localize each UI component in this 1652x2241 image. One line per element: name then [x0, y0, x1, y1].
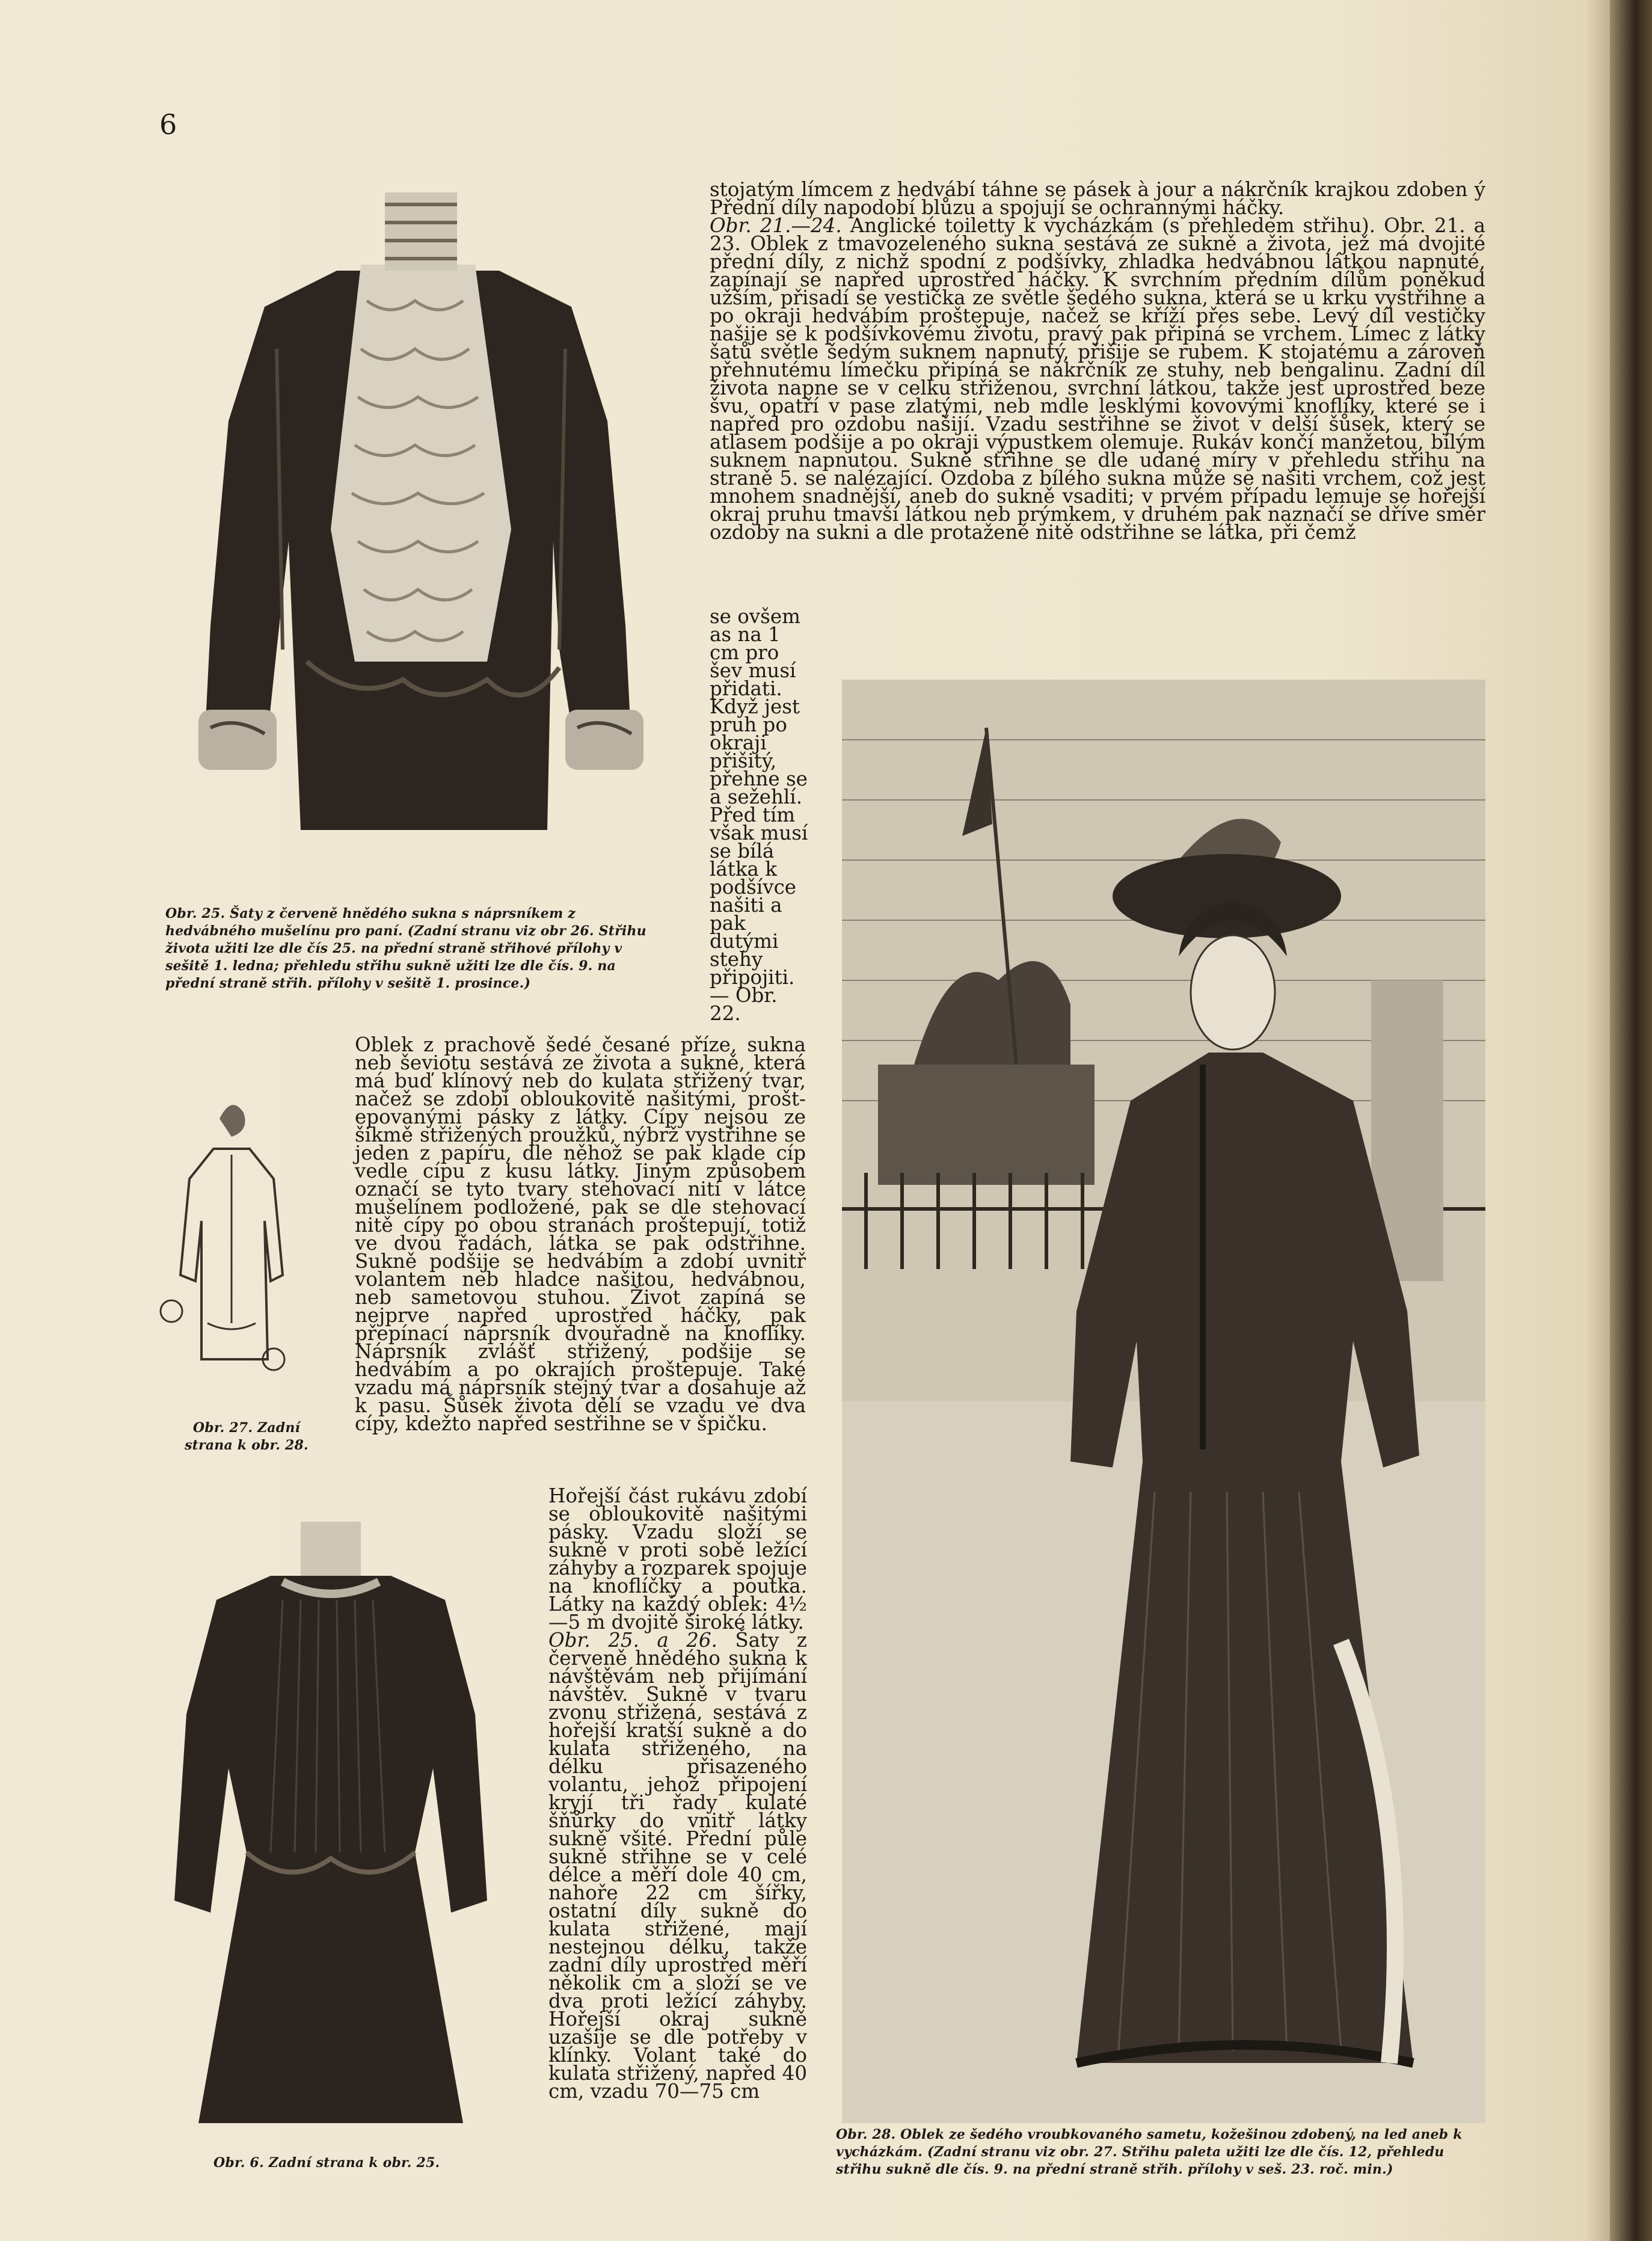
figure-back-sketch: [153, 1083, 298, 1395]
paragraph-21-24: Anglické toiletty k vycházkám (s přehledem střihu). Obr. 21. a 23. Oblek z tmavozeleného sukna sestává ze sukně a života, jež má dvojité přední díly, z nichž spodní z podšívky, zhladka hedvábnou látkou napnuté, zapínají se napřed uprostřed háčky. K svrchním předním dílům poněkud užším, přisadí se vestička ze světle šedého sukna, která se u krku vystřihne a po okraji hedvábím proštepuje, načež se kříží přes sebe. Levý díl vestičky našije se k podšívkovému životu, pravý pak připíná se vrchem. Límec z látky šatů světle šedým suknem napnutý, přišije se rubem. K stojatému a zároveň přehnutému límečku připíná se nákrčník ze stuhy, neb bengalinu. Zadní díl života napne se v celku střiženou, svrchní látkou, takže jest uprostřed beze švu, opatří v pase zlatými, neb mdle lesklými kovovými knoflíky, které se i napřed pro ozdobu našijí. Vzadu sestřihne se život v delší šůsek, který se atlasem podšije a po okraji výpustkem olemuje. Rukáv končí manžetou, bílým suknem napnutou. Sukně střihne se dle udané míry v přehledu střihu na straně 5. se nalézající. Ozdoba z bílého sukna může se našiti vrchem, což jest mnohem snadnější, aneb do sukně vsaditi; v prvém případu lemuje se hořejší okraj pruhu tmavší látkou neb prýmkem, v druhém pak naznačí se dříve směr ozdoby na sukni a dle protažené nitě odstřihne se látka, při čemž: [710, 214, 1485, 544]
page-number: 6: [159, 108, 177, 141]
text-lower-column: [548, 1484, 807, 2103]
caption-fig28: Obr. 28. Oblek ze šedého vroubkovaného sametu, kožešinou zdobený, na led aneb k vycházkám. (Zadní stranu viz obr. 27. Střihu paleta užiti lze dle čís. 12, přehledu střihu sukně dle čís. 9. na přední straně střih. přílohy v seš. 23. roč. min.): [836, 2127, 1463, 2177]
paragraph-heading-25-26: Obr. 25. a 26.: [548, 1629, 717, 1652]
figure-jacket-front: [186, 168, 656, 854]
paragraph-heading-21-24: Obr. 21.—24.: [710, 214, 842, 237]
caption-fig25: Obr. 25. Šaty z červeně hnědého sukna s náprsníkem z hedvábného mušelínu pro paní. (Zadní stranu viz obr 26. Střihu života užiti lze dle čís 25. na přední straně střihové přílohy v sešitě 1. ledna; přehledu střihu sukně užiti lze dle čís. 9. na přední straně střih. přílohy v sešitě 1. prosince.): [165, 906, 646, 991]
paragraph-sleeves: Hořejší část rukávu zdobí se obloukovitě našitými pásky. Vzadu složí se sukně v proti sobě ležící záhyby a rozparek spojuje na knoflíčky a poutka. Látky na každý oblek: 4½—5 m dvojitě široké látky.: [548, 1484, 807, 1634]
jacket-back-illustration: [162, 1516, 499, 2123]
fashion-plate-illustration: [842, 680, 1485, 2123]
back-sketch-illustration: [153, 1083, 298, 1395]
caption-fig27: Obr. 27. Zadní strana k obr. 28.: [185, 1420, 309, 1453]
text-middle-column: Oblek z prachově šedé česané příze, sukna neb ševiotu sestává ze života a sukně, která má buď klínový neb do kulata střižený tvar, načež se zdobí obloukovitě našitými, proštepovanými pásky z látky. Cípy nejsou ze šikmě střižených proužků, nýbrž vystřihne se jeden z papíru, dle něhož se pak klade cíp vedle cípu z kusu látky. Jiným způsobem označí se tyto tvary stehovací nití v látce mušelínem podložené, pak se dle stehovací nitě cípy po obou stranách proštepují, totiž ve dvou řadách, látka se pak odstřihne. Sukně podšije se hedvábím a zdobí uvnitř volantem neb hladce našitou, hedvábnou, neb sametovou stuhou. Život zapíná se nejprve napřed uprostřed háčky, pak přepínací náprsník dvouřadně na knoflíky. Náprsník zvlášť střižený, podšije se hedvábím a po okrajích proštepuje. Také vzadu má náprsník stejný tvar a dosahuje až k pasu. Šůsek života dělí se vzadu ve dva cípy, kdežto napřed sestřihne se v špičku.: [355, 1033, 806, 1435]
book-binding-edge: [1610, 0, 1652, 2241]
jacket-front-illustration: [186, 168, 656, 854]
text-narrow-column: se ovšem as na 1 cm pro šev musí přidati. Když jest pruh po okraji přišitý, přehne se a sežehlí. Před tím však musí se bílá látka k podšívce našiti a pak dutými stehy připojiti. — Obr. 22.: [710, 605, 808, 1025]
paragraph-intro: stojatým límcem z hedvábí táhne se pásek à jour a nákrčník krajkou zdoben ý Přední díly napodobí blůzu a spojují se ochrannými háčky.: [710, 178, 1485, 219]
paragraph-25-26: Šaty z červeně hnědého sukna k návštěvám neb přijímání návštěv. Sukně v tvaru zvonu střižená, sestává z hořejší kratší sukně a do kulata střiženého, na délku přisazeného volantu, jehož připojení kryjí tři řady kulaté šňůrky do vnitř látky sukně všité. Přední půle sukně střihne se v celé délce a měří dole 40 cm, nahoře 22 cm šířky, ostatní díly sukně do kulata střižené, mají nestejnou délku, takže zadní díly uprostřed měří několik cm a složí se ve dva proti ležící záhyby. Hořejší okraj sukně uzašije se dle potřeby v klínky. Volant také do kulata střižený, napřed 40 cm, vzadu 70—75 cm: [548, 1629, 807, 2103]
text-top-block: [710, 178, 1485, 544]
figure-jacket-back: [162, 1516, 499, 2123]
figure-fashion-plate: [842, 680, 1485, 2123]
caption-fig26: Obr. 6. Zadní strana k obr. 25.: [213, 2155, 440, 2171]
